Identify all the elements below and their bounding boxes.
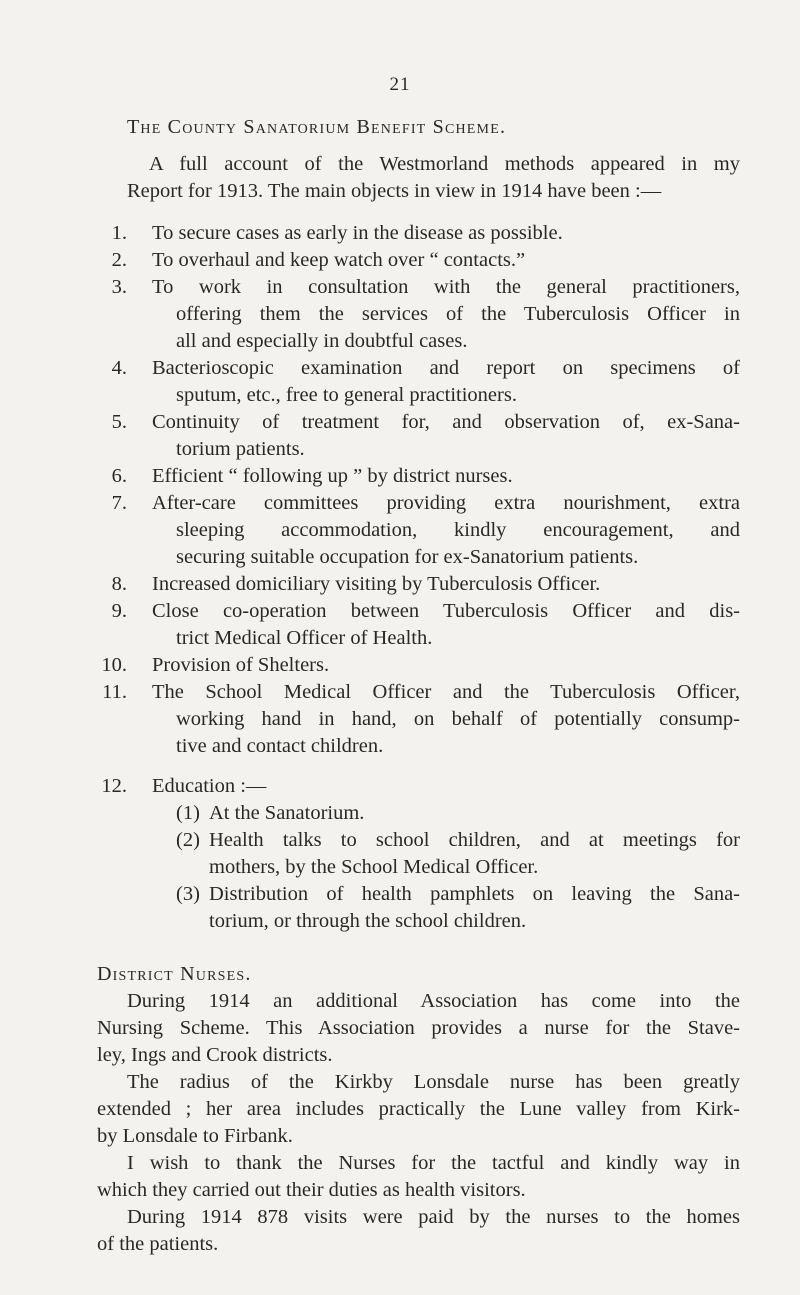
item-line: working hand in hand, on behalf of potentially consump- <box>176 708 740 730</box>
subitem-line: Distribution of health pamphlets on leaving the Sana- <box>209 883 740 905</box>
item-line: torium patients. <box>176 438 305 460</box>
paragraph-line: extended ; her area includes practically the Lune valley from Kirk- <box>97 1098 740 1120</box>
item-line: sleeping accommodation, kindly encouragement, and <box>176 519 740 541</box>
paragraph-line: ley, Ings and Crook districts. <box>97 1044 333 1066</box>
paragraph-line: by Lonsdale to Firbank. <box>97 1125 293 1147</box>
item-line: Increased domiciliary visiting by Tuberculosis Officer. <box>152 573 601 595</box>
item-number: 5. <box>111 411 127 433</box>
item-line: trict Medical Officer of Health. <box>176 627 433 649</box>
subitem-number: (3) <box>176 883 200 905</box>
item-line: Bacterioscopic examination and report on specimens of <box>152 357 740 379</box>
paragraph-line: Nursing Scheme. This Association provides a nurse for the Stave- <box>97 1017 740 1039</box>
item-line: The School Medical Officer and the Tuberculosis Officer, <box>152 681 740 703</box>
section-heading-district-nurses: District Nurses. <box>97 963 252 985</box>
item-number: 6. <box>111 465 127 487</box>
subitem-line: mothers, by the School Medical Officer. <box>209 856 539 878</box>
item-number: 8. <box>111 573 127 595</box>
intro-line: A full account of the Westmorland methods appeared in my <box>149 153 740 175</box>
item-line: all and especially in doubtful cases. <box>176 330 468 352</box>
section-heading-sanatorium: The County Sanatorium Benefit Scheme. <box>127 116 507 138</box>
item-line: Continuity of treatment for, and observation of, ex-Sana- <box>152 411 740 433</box>
item-line: Provision of Shelters. <box>152 654 330 676</box>
item-number: 10. <box>101 654 127 676</box>
subitem-line: At the Sanatorium. <box>209 802 365 824</box>
item-line: To secure cases as early in the disease as possible. <box>152 222 563 244</box>
subitem-line: torium, or through the school children. <box>209 910 527 932</box>
page-number: 21 <box>389 74 411 95</box>
item-line: securing suitable occupation for ex-Sanatorium patients. <box>176 546 639 568</box>
paragraph-line: which they carried out their duties as health visitors. <box>97 1179 526 1201</box>
item-number: 2. <box>111 249 127 271</box>
paragraph-line: I wish to thank the Nurses for the tactful and kindly way in <box>127 1152 740 1174</box>
paragraph-line: of the patients. <box>97 1233 219 1255</box>
item-number: 7. <box>111 492 127 514</box>
subitem-number: (1) <box>176 802 200 824</box>
item-line: To overhaul and keep watch over “ contacts.” <box>152 249 526 271</box>
item-line: Close co-operation between Tuberculosis Officer and dis- <box>152 600 740 622</box>
item-number: 1. <box>111 222 127 244</box>
paragraph-line: The radius of the Kirkby Lonsdale nurse has been greatly <box>127 1071 740 1093</box>
paragraph-line: During 1914 878 visits were paid by the nurses to the homes <box>127 1206 740 1228</box>
subitem-number: (2) <box>176 829 200 851</box>
item-number: 12. <box>101 775 127 797</box>
item-line: Efficient “ following up ” by district nurses. <box>152 465 513 487</box>
subitem-line: Health talks to school children, and at meetings for <box>209 829 740 851</box>
item-number: 4. <box>111 357 127 379</box>
item-line: offering them the services of the Tuberculosis Officer in <box>176 303 740 325</box>
item-line: To work in consultation with the general practitioners, <box>152 276 740 298</box>
item-line: Education :— <box>152 775 267 797</box>
item-number: 3. <box>111 276 127 298</box>
item-number: 11. <box>102 681 127 703</box>
item-number: 9. <box>111 600 127 622</box>
item-line: sputum, etc., free to general practitioners. <box>176 384 517 406</box>
item-line: tive and contact children. <box>176 735 384 757</box>
item-line: After-care committees providing extra nourishment, extra <box>152 492 740 514</box>
paragraph-line: During 1914 an additional Association has come into the <box>127 990 740 1012</box>
intro-line: Report for 1913. The main objects in view in 1914 have been :— <box>127 180 662 202</box>
